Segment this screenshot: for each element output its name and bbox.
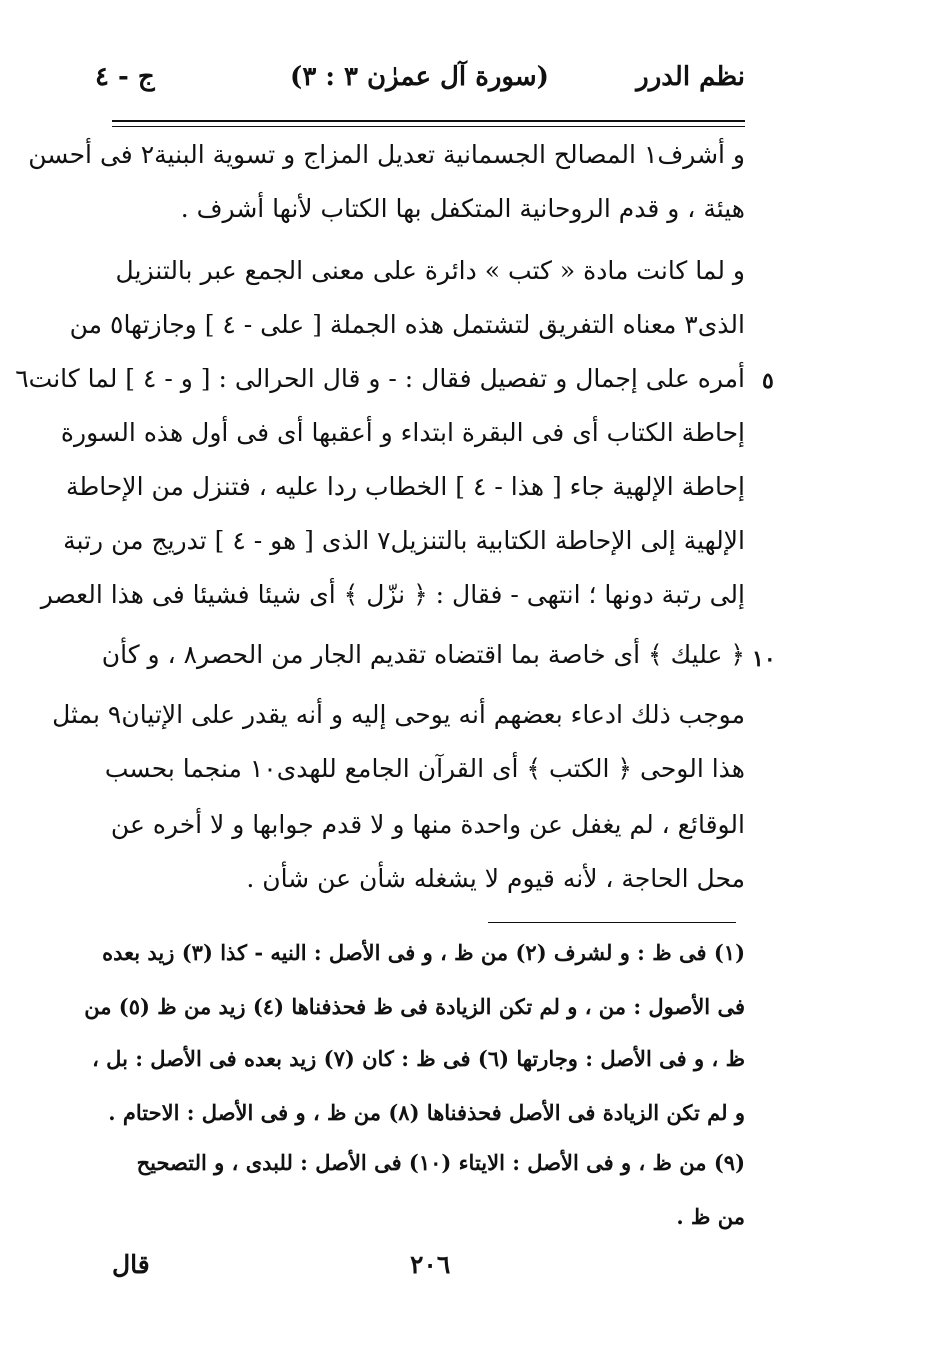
running-title: نظم الدرر [636,62,745,92]
footnote-line: من ظ . [676,1204,745,1229]
text-line: موجب ذلك ادعاء بعضهم أنه يوحى إليه و أنه يقدر على الإتيان٩ بمثل [52,700,745,729]
footnote-rule [488,922,736,923]
text-line: و أشرف١ المصالح الجسمانية تعديل المزاج و تسوية البنية٢ فى أحسن [28,140,745,169]
text-line: و لما كانت مادة « كتب » دائرة على معنى الجمع عبر بالتنزيل [115,256,745,285]
text-line: ﴿ عليك ﴾ أى خاصة بما اقتضاه تقديم الجار من الحصر٨ ، و كأن [101,640,745,669]
footnote-line: (٩) من ظ ، و فى الأصل : الايتاء (١٠) فى الأصل : للبدى ، و التصحيح [136,1150,745,1175]
header-rule-thin [112,126,745,127]
text-line: الوقائع ، لم يغفل عن واحدة منها و لا قدم جوابها و لا أخره عن [110,810,745,839]
text-line: إحاطة الإلهية جاء [ هذا - ٤ ] الخطاب ردا عليه ، فتنزل من الإحاطة [65,472,745,501]
sura-reference: (سورة آل عمرٰن ٣ : ٣) [290,62,549,92]
text-line: محل الحاجة ، لأنه قيوم لا يشغله شأن عن شأن . [246,864,745,893]
line-number-5: ٥ [762,368,774,394]
footnote-line: و لم تكن الزيادة فى الأصل فحذفناها (٨) من ظ ، و فى الأصل : الاحتام . [108,1100,745,1125]
footnote-line: (١) فى ظ : و لشرف (٢) من ظ ، و فى الأصل : النيه - كذا (٣) زيد بعده [102,940,745,965]
text-line: الذى٣ معناه التفريق لتشتمل هذه الجملة [ على - ٤ ] وجازتها٥ من [69,310,745,339]
header-rule [112,120,745,122]
page-number: ٢٠٦ [410,1250,451,1279]
footnote-line: ظ ، و فى الأصل : وجارتها (٦) فى ظ : كان (٧) زيد بعده فى الأصل : بل ، [92,1046,745,1071]
text-line: إلى رتبة دونها ؛ انتهى - فقال : ﴿ نزّل ﴾ أى شيئا فشيئا فى هذا العصر [40,580,745,609]
text-line: هيئة ، و قدم الروحانية المتكفل بها الكتاب لأنها أشرف . [180,194,745,223]
volume-label: ج - ٤ [95,62,155,92]
text-line: هذا الوحى ﴿ الكتب ﴾ أى القرآن الجامع للهدى١٠ منجما بحسب [104,754,745,783]
text-line: أمره على إجمال و تفصيل فقال : - و قال الحرالى : [ و - ٤ ] لما كانت٦ [15,364,745,393]
catchword: قال [112,1250,150,1279]
text-line: الإلهية إلى الإحاطة الكتابية بالتنزيل٧ الذى [ هو - ٤ ] تدريج من رتبة [63,526,745,555]
line-number-10: ١٠ [752,646,776,672]
footnote-line: فى الأصول : من ، و لم تكن الزيادة فى ظ فحذفناها (٤) زيد من ظ (٥) من [84,994,745,1019]
text-line: إحاطة الكتاب أى فى البقرة ابتداء و أعقبها أى فى أول هذه السورة [60,418,745,447]
